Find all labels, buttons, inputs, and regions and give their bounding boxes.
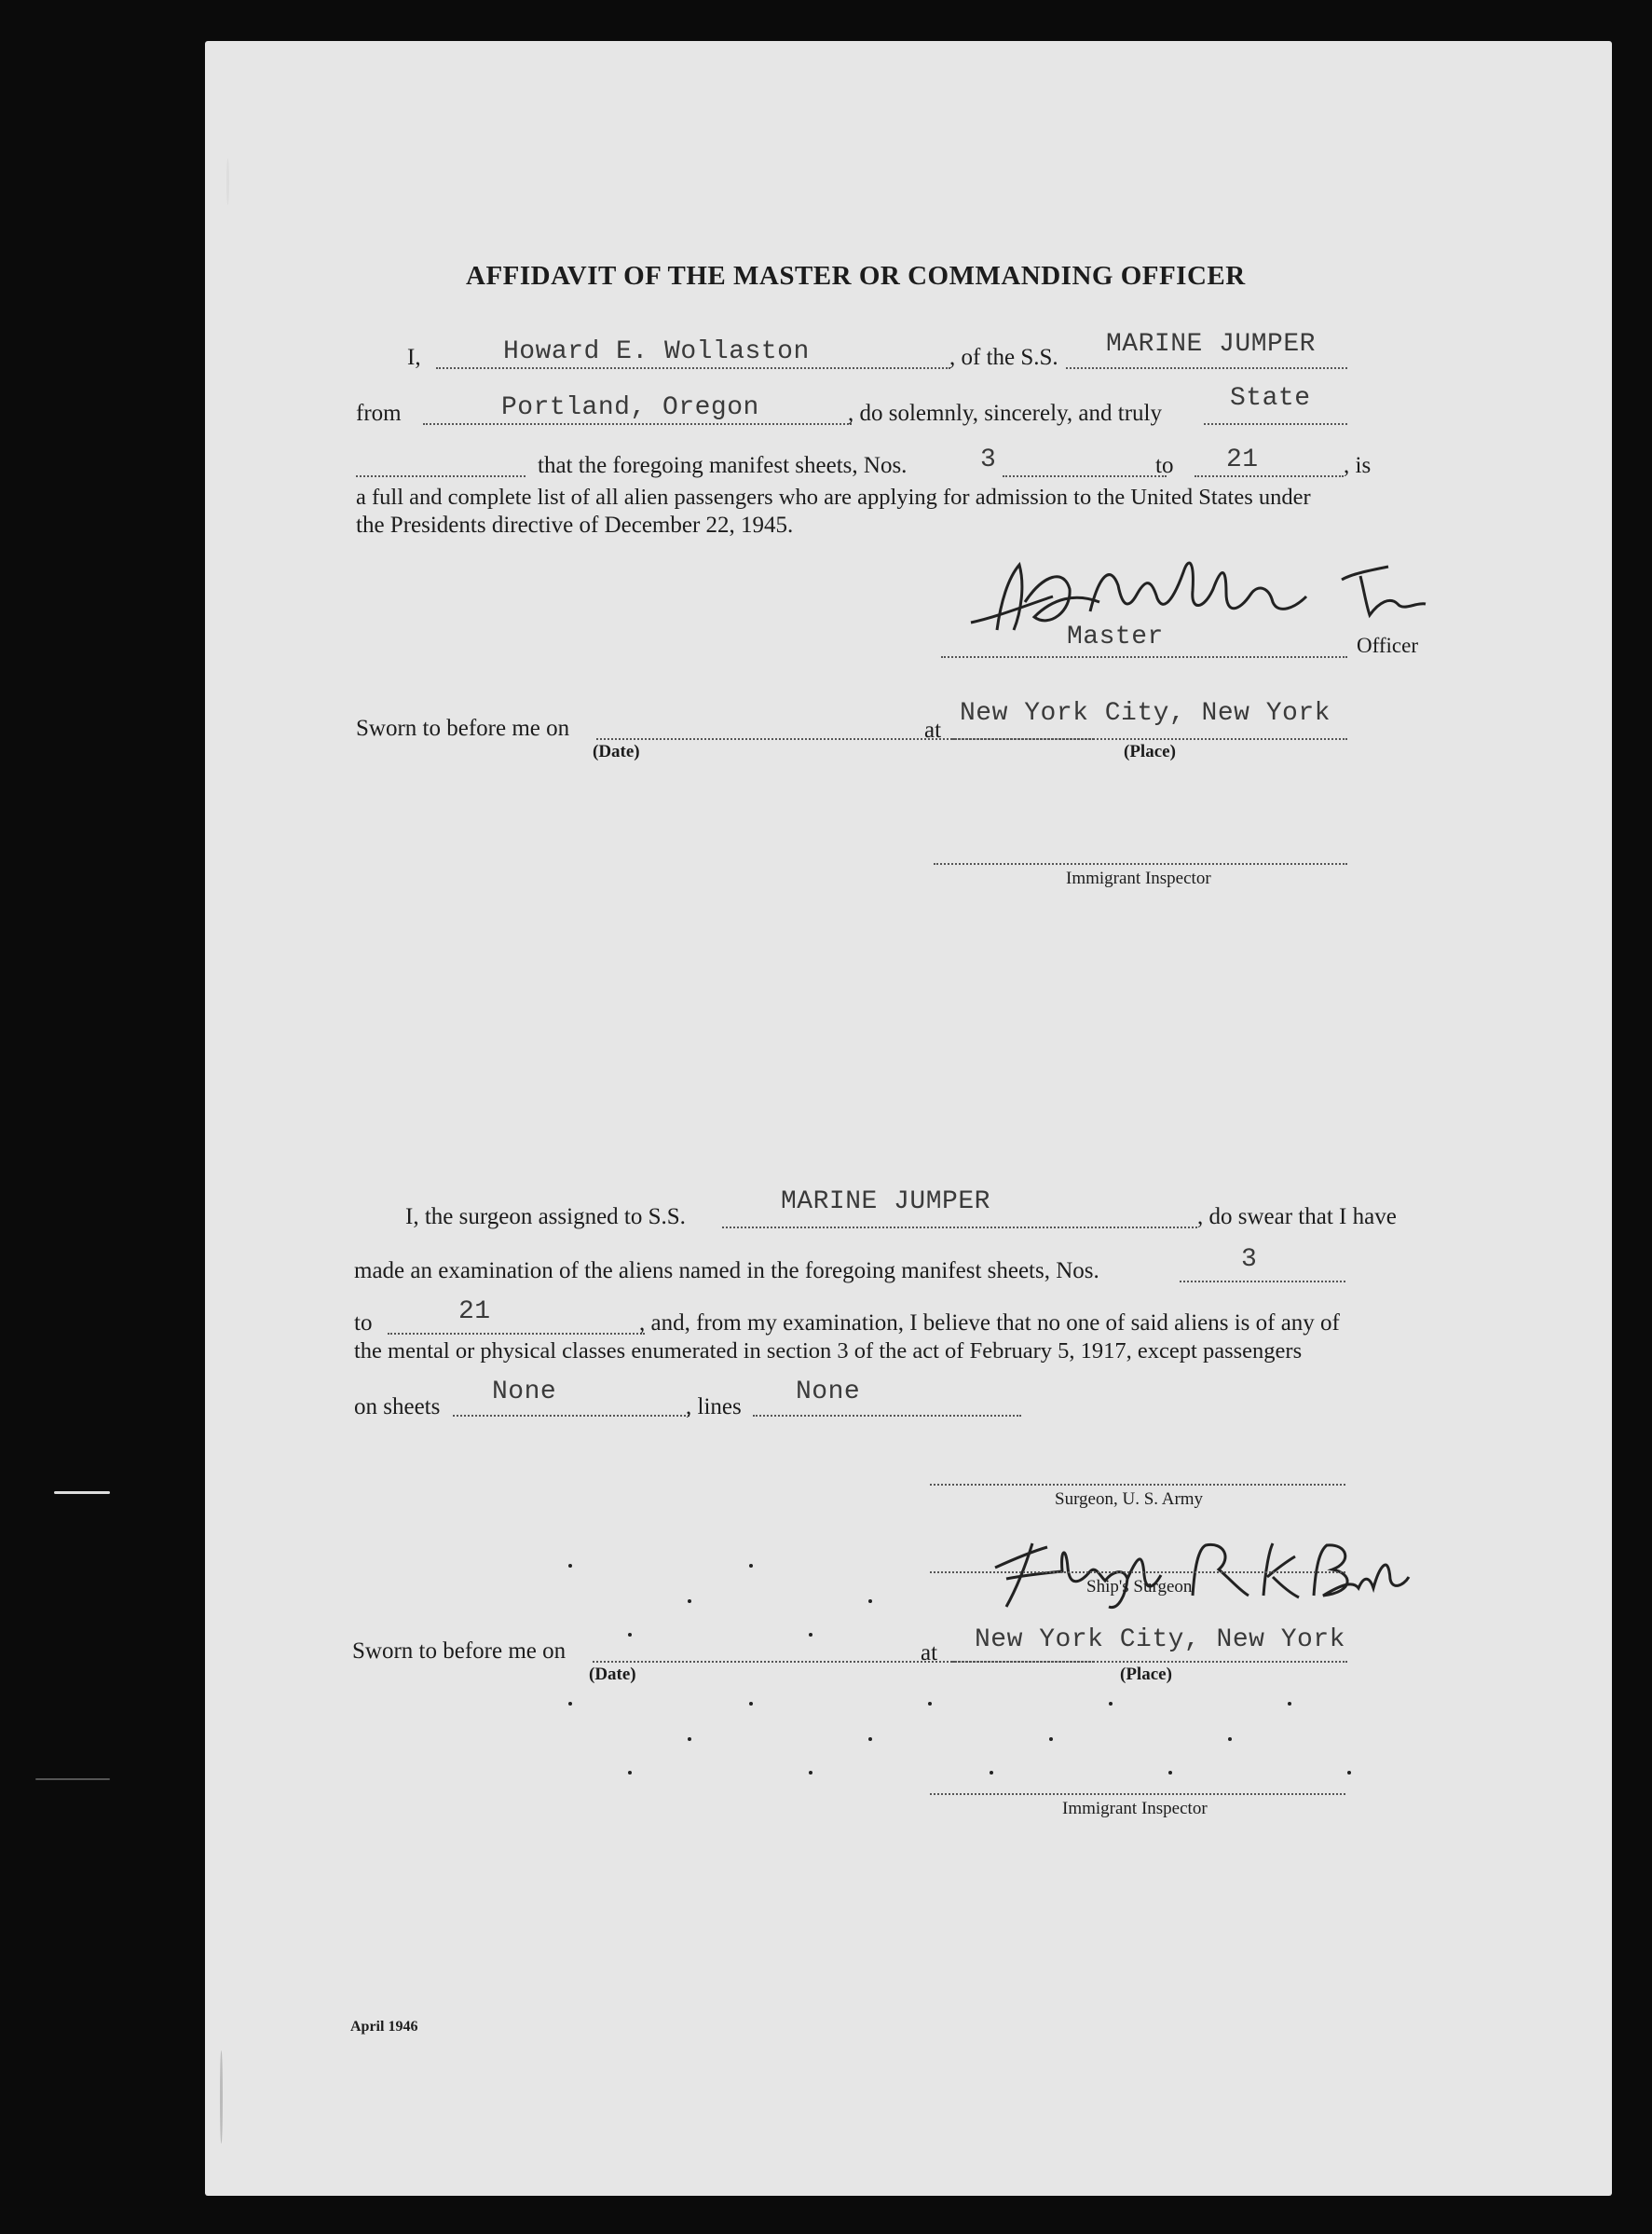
from-label: from: [356, 401, 402, 426]
lines-label: , lines: [686, 1394, 742, 1419]
scan-speck: [868, 1737, 872, 1741]
sheet-from-value: 3: [980, 445, 997, 474]
directive-line: the Presidents directive of December 22, 1945.: [356, 513, 794, 538]
officer-label: Officer: [1357, 634, 1418, 657]
surgeon-to-label: to: [354, 1310, 373, 1336]
solemnly-label: , do solemnly, sincerely, and truly: [848, 401, 1162, 426]
surgeon-inspector-caption: Immigrant Inspector: [1062, 1799, 1208, 1818]
surgeon-line1-b: , do swear that I have: [1197, 1204, 1397, 1229]
scan-streak: [220, 2050, 223, 2144]
surgeon-line2: made an examination of the aliens named in the foregoing manifest sheets, Nos.: [354, 1258, 1099, 1283]
master-ship-value: MARINE JUMPER: [1106, 330, 1316, 359]
on-sheets-value: None: [492, 1377, 557, 1406]
army-surgeon-caption: Surgeon, U. S. Army: [1055, 1489, 1204, 1509]
scan-speck: [868, 1599, 872, 1603]
surgeon-place-caption: (Place): [1120, 1665, 1172, 1684]
name-line: [436, 367, 950, 369]
of-ss-label: , of the S.S.: [949, 345, 1058, 370]
army-surgeon-line: [930, 1484, 1345, 1486]
scan-speck: [749, 1702, 753, 1706]
surgeon-sworn-label: Sworn to before me on: [352, 1638, 567, 1664]
place-caption: (Place): [1124, 742, 1176, 761]
surgeon-sheet-from-line: [1180, 1281, 1345, 1282]
port-line: [423, 423, 852, 425]
full-list-line: a full and complete list of all alien passengers who are applying for admission to the United States under: [356, 485, 1311, 510]
place-line: [952, 738, 1347, 740]
inspector-line: [934, 863, 1347, 865]
place-value: New York City, New York: [960, 699, 1331, 728]
foregoing-label: that the foregoing manifest sheets, Nos.: [538, 453, 908, 478]
scan-streak: [35, 1778, 110, 1780]
rank-line: [941, 656, 1347, 658]
affidavit-page: [205, 41, 1612, 2196]
scan-speck: [628, 1771, 632, 1775]
scan-speck: [568, 1564, 572, 1568]
scan-speck: [688, 1737, 691, 1741]
master-signature: [960, 537, 1454, 649]
surgeon-date-caption: (Date): [589, 1665, 636, 1684]
scan-speck: [1288, 1702, 1291, 1706]
surgeon-sheet-to-line: [388, 1333, 645, 1335]
i-label: I,: [407, 345, 421, 370]
scan-speck: [1347, 1771, 1351, 1775]
surgeon-sheet-from-value: 3: [1241, 1245, 1258, 1274]
surgeon-line4: the mental or physical classes enumerated in section 3 of the act of February 5, 1917, except passengers: [354, 1338, 1303, 1364]
port-value: Portland, Oregon: [501, 393, 759, 422]
scan-speck: [1109, 1702, 1113, 1706]
scan-speck: [749, 1564, 753, 1568]
page-title: AFFIDAVIT OF THE MASTER OR COMMANDING OFFICER: [466, 261, 1246, 291]
surgeon-place-value: New York City, New York: [975, 1625, 1345, 1654]
surgeon-line1-a: I, the surgeon assigned to S.S.: [405, 1204, 686, 1229]
lines-line: [753, 1415, 1021, 1417]
sheet-to-value: 21: [1226, 445, 1259, 474]
surgeon-signature: [988, 1530, 1416, 1616]
on-sheets-line: [453, 1415, 689, 1417]
scan-streak: [226, 158, 229, 205]
at-label: at: [924, 718, 942, 743]
scan-speck: [928, 1702, 932, 1706]
surgeon-at-label: at: [921, 1640, 938, 1665]
surgeon-line3: , and, from my examination, I believe that no one of said aliens is of any of: [639, 1310, 1340, 1336]
scan-speck: [1049, 1737, 1053, 1741]
on-sheets-label: on sheets: [354, 1394, 441, 1419]
scan-speck: [628, 1633, 632, 1637]
surgeon-place-line: [952, 1661, 1347, 1663]
is-label: , is: [1344, 453, 1372, 478]
master-name-value: Howard E. Wollaston: [503, 337, 810, 366]
sheet-to-line: [1195, 475, 1344, 477]
sheet-from-line: [1003, 475, 1167, 477]
sworn-label: Sworn to before me on: [356, 716, 570, 741]
form-date: April 1946: [350, 2019, 418, 2035]
scan-speck: [990, 1771, 993, 1775]
scan-speck: [809, 1771, 812, 1775]
scan-speck: [1228, 1737, 1232, 1741]
surgeon-sheet-to-value: 21: [458, 1297, 491, 1326]
ships-surgeon-line: [930, 1571, 1345, 1573]
blank-line: [356, 475, 526, 477]
state-value: State: [1230, 384, 1311, 413]
ships-surgeon-caption: Ship's Surgeon: [1086, 1577, 1193, 1597]
surgeon-ship-value: MARINE JUMPER: [781, 1187, 990, 1216]
to-label: to: [1155, 453, 1174, 478]
surgeon-ship-line: [722, 1227, 1197, 1228]
scan-speck: [568, 1702, 572, 1706]
date-caption: (Date): [593, 742, 640, 761]
scan-speck: [1168, 1771, 1172, 1775]
scan-speck: [809, 1633, 812, 1637]
scan-streak: [54, 1491, 110, 1494]
surgeon-inspector-line: [930, 1793, 1345, 1795]
ship-line: [1066, 367, 1347, 369]
state-line: [1204, 423, 1347, 425]
lines-value: None: [796, 1377, 861, 1406]
rank-value: Master: [1067, 623, 1164, 651]
scan-speck: [688, 1599, 691, 1603]
inspector-caption: Immigrant Inspector: [1066, 869, 1211, 888]
